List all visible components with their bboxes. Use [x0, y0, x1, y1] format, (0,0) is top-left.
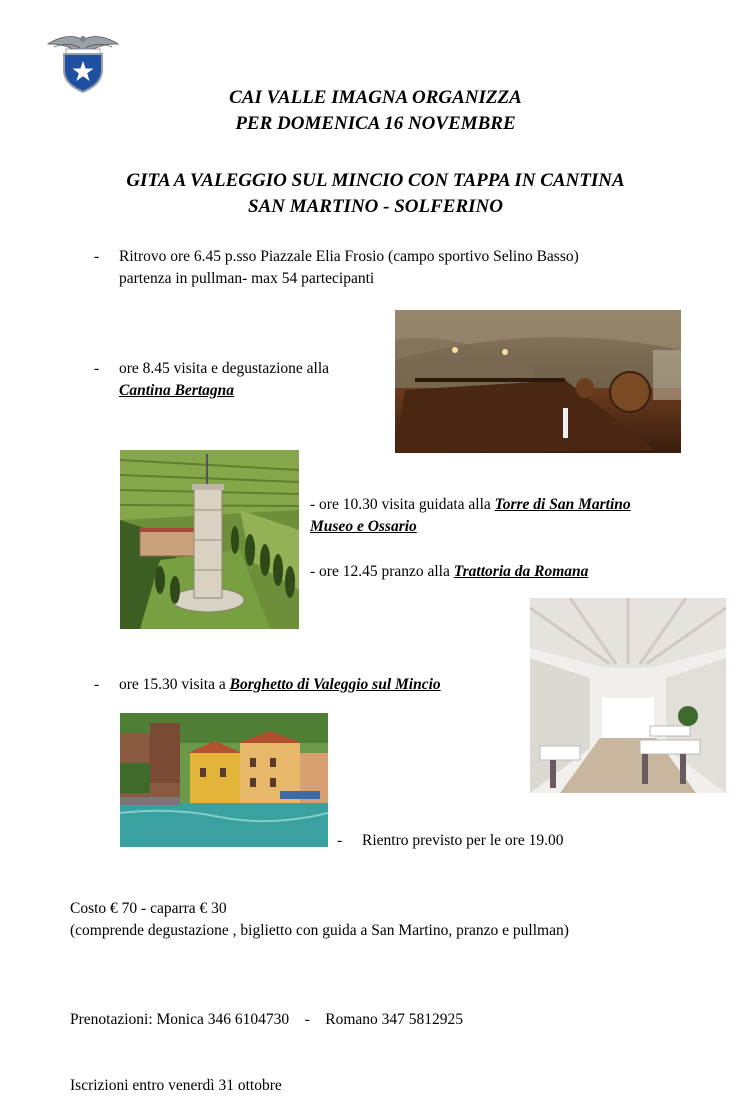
- borghetto-text: ore 15.30 visita a: [119, 676, 230, 693]
- borghetto-bullet: -: [94, 676, 100, 693]
- cantina-photo: [395, 310, 681, 453]
- trattoria-romana-link[interactable]: Trattoria da Romana: [453, 563, 589, 580]
- trip-line-2: SAN MARTINO - SOLFERINO: [248, 196, 503, 217]
- trip-title: [40, 168, 711, 220]
- trattoria-photo: [530, 598, 726, 793]
- trip-line-1: GITA A VALEGGIO SUL MINCIO CON TAPPA IN CANTINA: [126, 170, 625, 191]
- rientro-bullet: -: [337, 832, 343, 849]
- header-line-1: CAI VALLE IMAGNA ORGANIZZA: [229, 87, 522, 108]
- ritrovo-line-2: partenza in pullman- max 54 partecipanti: [119, 270, 375, 287]
- cost-section: [70, 898, 569, 942]
- booking-deadline: Iscrizioni entro venerdì 31 ottobre: [70, 1077, 282, 1094]
- borghetto-link[interactable]: Borghetto di Valeggio sul Mincio: [229, 676, 441, 693]
- booking-section: [70, 965, 463, 1119]
- booking-contacts: Prenotazioni: Monica 346 6104730 - Romano 347 5812925: [70, 1011, 464, 1028]
- ritrovo-bullet: -: [94, 248, 100, 265]
- cost-includes: (comprende degustazione , biglietto con guida a San Martino, pranzo e pullman): [70, 922, 569, 939]
- borghetto-photo: [120, 713, 328, 847]
- cantina-bertagna-link[interactable]: Cantina Bertagna: [119, 382, 234, 399]
- trattoria-text: - ore 12.45 pranzo alla: [310, 563, 454, 580]
- museo-ossario-link[interactable]: Museo e Ossario: [310, 518, 417, 535]
- ritrovo-item: [119, 246, 579, 290]
- torre-san-martino-link[interactable]: Torre di San Martino: [494, 496, 631, 513]
- borghetto-item: [119, 674, 441, 696]
- header-title: [40, 85, 711, 137]
- torre-item: [310, 494, 631, 538]
- cantina-bullet: -: [94, 360, 100, 377]
- cantina-item: [119, 358, 329, 402]
- rientro-text: Rientro previsto per le ore 19.00: [362, 832, 564, 849]
- cantina-text: ore 8.45 visita e degustazione alla: [119, 360, 330, 377]
- torre-text: - ore 10.30 visita guidata alla: [310, 496, 495, 513]
- header-line-2: PER DOMENICA 16 NOVEMBRE: [235, 113, 516, 134]
- ritrovo-line-1: Ritrovo ore 6.45 p.sso Piazzale Elia Frosio (campo sportivo Selino Basso): [119, 248, 579, 265]
- cost-line: Costo € 70 - caparra € 30: [70, 900, 227, 917]
- trattoria-item: [310, 561, 588, 583]
- torre-photo: [120, 450, 299, 629]
